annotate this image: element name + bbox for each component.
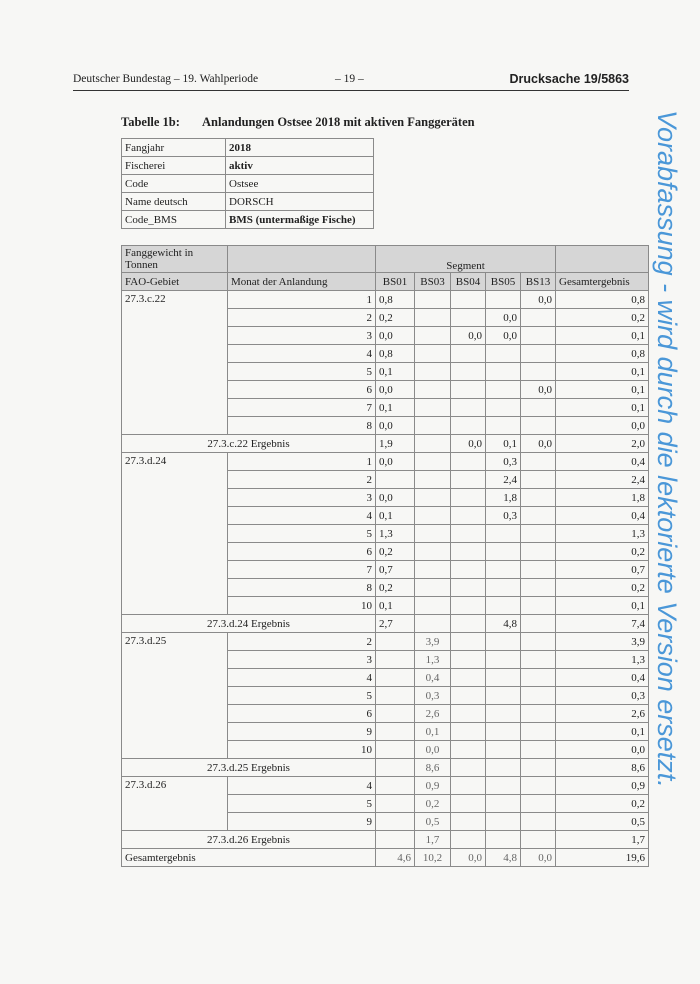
month-cell: 8 (228, 579, 376, 597)
total-cell: 0,2 (556, 543, 649, 561)
value-cell: 2,6 (415, 705, 451, 723)
value-cell (415, 327, 451, 345)
month-cell: 7 (228, 399, 376, 417)
value-cell (415, 363, 451, 381)
fao-area-cell: 27.3.c.22 (122, 291, 228, 435)
month-cell: 9 (228, 723, 376, 741)
value-cell: 0,3 (415, 687, 451, 705)
table-row (122, 633, 649, 651)
value-cell: 0,1 (376, 597, 415, 615)
subtotal-value (451, 759, 486, 777)
draft-watermark (652, 110, 692, 890)
total-cell: 2,4 (556, 471, 649, 489)
value-cell (415, 345, 451, 363)
value-cell (415, 597, 451, 615)
column-fao-area: FAO-Gebiet (122, 273, 228, 291)
value-cell: 0,3 (486, 507, 521, 525)
subtotal-value (451, 615, 486, 633)
month-cell: 5 (228, 525, 376, 543)
value-cell (376, 651, 415, 669)
value-cell (486, 705, 521, 723)
value-cell (521, 489, 556, 507)
info-key: Fischerei (122, 157, 226, 175)
subtotal-value: 0,0 (521, 435, 556, 453)
value-cell (451, 543, 486, 561)
value-cell: 0,0 (415, 741, 451, 759)
grand-total-value: 4,8 (486, 849, 521, 867)
table-caption (121, 115, 475, 130)
total-cell: 3,9 (556, 633, 649, 651)
value-cell (451, 417, 486, 435)
caption-label: Tabelle 1b: (121, 115, 180, 129)
subtotal-row (122, 759, 649, 777)
info-value: Ostsee (226, 175, 374, 193)
subtotal-value (521, 759, 556, 777)
value-cell (486, 777, 521, 795)
month-cell: 5 (228, 795, 376, 813)
subtotal-value: 2,7 (376, 615, 415, 633)
total-cell: 0,4 (556, 453, 649, 471)
subtotal-label: 27.3.d.24 Ergebnis (122, 615, 376, 633)
column-segment: BS03 (415, 273, 451, 291)
value-cell: 0,0 (486, 327, 521, 345)
month-cell: 4 (228, 345, 376, 363)
subtotal-value (376, 759, 415, 777)
value-cell (451, 651, 486, 669)
subtotal-total: 1,7 (556, 831, 649, 849)
month-cell: 4 (228, 507, 376, 525)
column-total: Gesamtergebnis (556, 273, 649, 291)
header-blank (228, 246, 376, 273)
subtotal-row (122, 435, 649, 453)
subtotal-value (521, 831, 556, 849)
subtotal-value: 0,1 (486, 435, 521, 453)
month-cell: 3 (228, 327, 376, 345)
total-cell: 0,2 (556, 309, 649, 327)
value-cell (451, 579, 486, 597)
total-cell: 0,3 (556, 687, 649, 705)
month-cell: 2 (228, 633, 376, 651)
value-cell (451, 597, 486, 615)
value-cell (451, 525, 486, 543)
info-value: aktiv (226, 157, 374, 175)
value-cell (521, 345, 556, 363)
value-cell (451, 813, 486, 831)
value-cell (521, 453, 556, 471)
value-cell: 0,1 (376, 363, 415, 381)
value-cell (376, 705, 415, 723)
value-cell: 0,2 (376, 309, 415, 327)
landings-table (121, 245, 649, 867)
value-cell (451, 471, 486, 489)
value-cell: 0,2 (376, 543, 415, 561)
info-row (122, 175, 374, 193)
total-cell: 0,1 (556, 327, 649, 345)
value-cell (486, 723, 521, 741)
info-row (122, 211, 374, 229)
info-key: Name deutsch (122, 193, 226, 211)
month-cell: 2 (228, 471, 376, 489)
value-cell (521, 795, 556, 813)
subtotal-value: 1,7 (415, 831, 451, 849)
subtotal-value: 4,8 (486, 615, 521, 633)
value-cell: 0,0 (376, 489, 415, 507)
table-row (122, 453, 649, 471)
value-cell (376, 687, 415, 705)
value-cell (451, 453, 486, 471)
info-key: Code_BMS (122, 211, 226, 229)
subtotal-value (415, 435, 451, 453)
fao-area-cell: 27.3.d.25 (122, 633, 228, 759)
total-cell: 1,3 (556, 651, 649, 669)
value-cell (486, 633, 521, 651)
value-cell (486, 669, 521, 687)
total-cell: 0,1 (556, 723, 649, 741)
table-row (122, 777, 649, 795)
value-cell (521, 813, 556, 831)
subtotal-value (486, 831, 521, 849)
value-cell: 0,8 (376, 345, 415, 363)
value-cell: 3,9 (415, 633, 451, 651)
month-cell: 2 (228, 309, 376, 327)
subtotal-label: 27.3.d.25 Ergebnis (122, 759, 376, 777)
value-cell (415, 471, 451, 489)
value-cell: 0,0 (376, 417, 415, 435)
value-cell (415, 399, 451, 417)
value-cell (451, 507, 486, 525)
value-cell (451, 291, 486, 309)
value-cell (486, 399, 521, 417)
total-cell: 0,9 (556, 777, 649, 795)
subtotal-total: 2,0 (556, 435, 649, 453)
subtotal-value: 0,0 (451, 435, 486, 453)
total-cell: 1,3 (556, 525, 649, 543)
total-cell: 0,7 (556, 561, 649, 579)
total-cell: 0,1 (556, 399, 649, 417)
info-row (122, 157, 374, 175)
total-cell: 0,2 (556, 579, 649, 597)
value-cell (415, 525, 451, 543)
value-cell (521, 651, 556, 669)
header-segment: Segment (376, 246, 556, 273)
header-row-top (122, 246, 649, 273)
header-page-number: – 19 – (335, 73, 364, 85)
column-segment: BS04 (451, 273, 486, 291)
value-cell: 1,3 (415, 651, 451, 669)
month-cell: 3 (228, 489, 376, 507)
value-cell (451, 777, 486, 795)
value-cell (486, 363, 521, 381)
value-cell (521, 543, 556, 561)
grand-total-value: 0,0 (451, 849, 486, 867)
value-cell (521, 525, 556, 543)
value-cell (486, 795, 521, 813)
value-cell: 0,8 (376, 291, 415, 309)
value-cell (486, 687, 521, 705)
value-cell (486, 651, 521, 669)
subtotal-value (376, 831, 415, 849)
month-cell: 8 (228, 417, 376, 435)
month-cell: 1 (228, 291, 376, 309)
value-cell (376, 669, 415, 687)
value-cell (486, 381, 521, 399)
value-cell: 0,2 (415, 795, 451, 813)
value-cell (521, 471, 556, 489)
value-cell (486, 579, 521, 597)
value-cell: 0,0 (451, 327, 486, 345)
month-cell: 1 (228, 453, 376, 471)
value-cell (376, 813, 415, 831)
value-cell (451, 381, 486, 399)
draft-watermark-text: Vorabfassung - wird durch die lektorierte Version ersetzt. (652, 110, 682, 788)
value-cell (451, 687, 486, 705)
caption-title: Anlandungen Ostsee 2018 mit aktiven Fanggeräten (202, 115, 475, 129)
header-weight-label: Fanggewicht in Tonnen (122, 246, 228, 273)
grand-total-row (122, 849, 649, 867)
total-cell: 0,2 (556, 795, 649, 813)
value-cell (521, 399, 556, 417)
subtotal-value (415, 615, 451, 633)
value-cell (521, 309, 556, 327)
subtotal-label: 27.3.c.22 Ergebnis (122, 435, 376, 453)
total-cell: 0,1 (556, 363, 649, 381)
value-cell: 0,0 (521, 291, 556, 309)
value-cell (521, 741, 556, 759)
value-cell (376, 723, 415, 741)
value-cell: 0,3 (486, 453, 521, 471)
subtotal-value (521, 615, 556, 633)
value-cell (451, 399, 486, 417)
value-cell: 0,0 (486, 309, 521, 327)
month-cell: 9 (228, 813, 376, 831)
subtotal-value (486, 759, 521, 777)
fao-area-cell: 27.3.d.24 (122, 453, 228, 615)
value-cell (486, 291, 521, 309)
total-cell: 0,5 (556, 813, 649, 831)
column-segment: BS05 (486, 273, 521, 291)
value-cell (521, 597, 556, 615)
value-cell (376, 741, 415, 759)
value-cell (415, 417, 451, 435)
grand-total-label: Gesamtergebnis (122, 849, 376, 867)
value-cell (451, 363, 486, 381)
value-cell: 1,3 (376, 525, 415, 543)
value-cell (451, 561, 486, 579)
info-value: DORSCH (226, 193, 374, 211)
value-cell (486, 561, 521, 579)
column-month: Monat der Anlandung (228, 273, 376, 291)
value-cell: 0,5 (415, 813, 451, 831)
value-cell (486, 345, 521, 363)
value-cell (521, 363, 556, 381)
grand-total-value: 0,0 (521, 849, 556, 867)
month-cell: 3 (228, 651, 376, 669)
value-cell: 0,7 (376, 561, 415, 579)
table-row (122, 291, 649, 309)
value-cell (451, 795, 486, 813)
value-cell (521, 507, 556, 525)
value-cell (415, 291, 451, 309)
total-cell: 0,0 (556, 741, 649, 759)
value-cell (415, 561, 451, 579)
grand-total-value: 10,2 (415, 849, 451, 867)
value-cell (415, 309, 451, 327)
value-cell: 0,1 (376, 507, 415, 525)
total-cell: 0,4 (556, 669, 649, 687)
subtotal-value (451, 831, 486, 849)
total-cell: 0,4 (556, 507, 649, 525)
value-cell (521, 579, 556, 597)
info-row (122, 193, 374, 211)
value-cell (521, 669, 556, 687)
month-cell: 5 (228, 687, 376, 705)
value-cell: 0,1 (376, 399, 415, 417)
grand-total-value: 4,6 (376, 849, 415, 867)
column-segment: BS01 (376, 273, 415, 291)
value-cell (451, 309, 486, 327)
value-cell (486, 597, 521, 615)
value-cell (451, 489, 486, 507)
subtotal-row (122, 831, 649, 849)
column-segment: BS13 (521, 273, 556, 291)
info-value: BMS (untermaßige Fische) (226, 211, 374, 229)
value-cell: 0,0 (376, 327, 415, 345)
month-cell: 5 (228, 363, 376, 381)
subtotal-value: 1,9 (376, 435, 415, 453)
total-cell: 2,6 (556, 705, 649, 723)
value-cell (521, 777, 556, 795)
total-cell: 0,1 (556, 381, 649, 399)
value-cell (451, 723, 486, 741)
total-cell: 0,1 (556, 597, 649, 615)
header-row-columns (122, 273, 649, 291)
value-cell (415, 543, 451, 561)
value-cell: 0,1 (415, 723, 451, 741)
total-cell: 0,0 (556, 417, 649, 435)
info-row (122, 139, 374, 157)
value-cell (451, 705, 486, 723)
subtotal-total: 7,4 (556, 615, 649, 633)
fao-area-cell: 27.3.d.26 (122, 777, 228, 831)
value-cell (415, 489, 451, 507)
value-cell (376, 795, 415, 813)
subtotal-row (122, 615, 649, 633)
month-cell: 4 (228, 669, 376, 687)
grand-total-total: 19,6 (556, 849, 649, 867)
month-cell: 7 (228, 561, 376, 579)
value-cell: 0,2 (376, 579, 415, 597)
value-cell (521, 705, 556, 723)
value-cell (486, 543, 521, 561)
subtotal-label: 27.3.d.26 Ergebnis (122, 831, 376, 849)
value-cell (521, 327, 556, 345)
value-cell (451, 345, 486, 363)
total-cell: 0,8 (556, 291, 649, 309)
info-key: Fangjahr (122, 139, 226, 157)
value-cell (486, 417, 521, 435)
value-cell: 0,0 (521, 381, 556, 399)
subtotal-total: 8,6 (556, 759, 649, 777)
header-publication: Deutscher Bundestag – 19. Wahlperiode (73, 73, 259, 85)
info-key: Code (122, 175, 226, 193)
value-cell (415, 453, 451, 471)
total-cell: 1,8 (556, 489, 649, 507)
value-cell (415, 507, 451, 525)
value-cell (486, 741, 521, 759)
value-cell (521, 561, 556, 579)
subtotal-value: 8,6 (415, 759, 451, 777)
value-cell (376, 471, 415, 489)
value-cell (451, 741, 486, 759)
month-cell: 6 (228, 381, 376, 399)
value-cell (486, 525, 521, 543)
value-cell (451, 669, 486, 687)
value-cell (415, 381, 451, 399)
value-cell (486, 813, 521, 831)
info-table (121, 138, 374, 229)
value-cell: 2,4 (486, 471, 521, 489)
value-cell (376, 777, 415, 795)
value-cell (521, 723, 556, 741)
month-cell: 10 (228, 597, 376, 615)
value-cell (521, 417, 556, 435)
info-value: 2018 (226, 139, 374, 157)
month-cell: 10 (228, 741, 376, 759)
value-cell (415, 579, 451, 597)
page-header (73, 73, 629, 90)
total-cell: 0,8 (556, 345, 649, 363)
value-cell (451, 633, 486, 651)
header-drucksache: Drucksache 19/5863 (509, 72, 629, 86)
value-cell (521, 633, 556, 651)
value-cell: 0,9 (415, 777, 451, 795)
value-cell: 1,8 (486, 489, 521, 507)
header-blank (556, 246, 649, 273)
month-cell: 6 (228, 705, 376, 723)
value-cell (376, 633, 415, 651)
month-cell: 6 (228, 543, 376, 561)
header-rule (73, 90, 629, 91)
value-cell: 0,4 (415, 669, 451, 687)
value-cell: 0,0 (376, 381, 415, 399)
value-cell (521, 687, 556, 705)
value-cell: 0,0 (376, 453, 415, 471)
month-cell: 4 (228, 777, 376, 795)
